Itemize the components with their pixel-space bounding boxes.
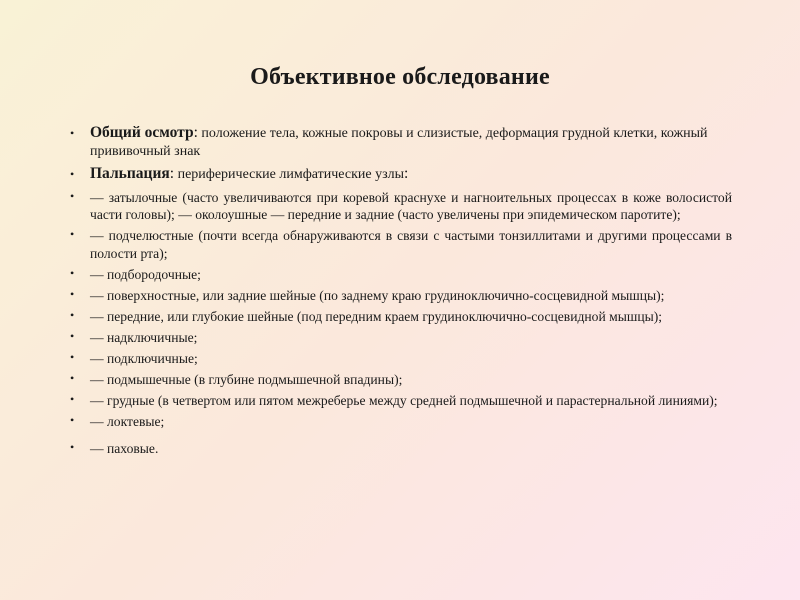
bullet-dot-icon: • [70, 286, 75, 301]
bullet-dot-icon: • [70, 371, 75, 386]
node-item-posterior-cervical [70, 287, 732, 305]
bullet-dot-icon: • [70, 439, 75, 454]
node-item-supraclavicular [70, 329, 732, 347]
node-item-text: — подбородочные; [90, 266, 201, 282]
palpation-text: периферические лимфатические узлы [174, 167, 404, 182]
bullet-palpation [70, 165, 732, 184]
node-item-text: — грудные (в четвертом или пятом межреберье между средней подмышечной и парастернальной линиями); [90, 393, 718, 409]
bullet-dot-icon: • [70, 413, 75, 428]
node-item-text: — подключичные; [90, 351, 198, 367]
general-exam-heading: Общий осмотр [90, 124, 194, 141]
node-item-text: — подмышечные (в глубине подмышечной впадины); [90, 372, 403, 388]
node-item-anterior-cervical [70, 308, 732, 326]
slide-title: Объективное обследование [250, 64, 550, 90]
bullet-dot-icon: • [70, 227, 75, 242]
node-item-inguinal [70, 440, 732, 458]
bullet-dot-icon: • [70, 265, 75, 280]
bullet-dot-icon: • [70, 307, 75, 322]
general-exam-text: положение тела, кожные покровы и слизистые, деформация грудной клетки, кожный прививочный знак [90, 126, 708, 159]
general-exam-colon: : [193, 124, 198, 141]
bullet-dot-icon: • [70, 167, 75, 181]
node-item-occipital [70, 189, 732, 224]
bullet-dot-icon: • [70, 188, 75, 203]
bullet-general-exam [70, 124, 732, 160]
node-item-text: — подчелюстные (почти всегда обнаруживаются в связи с частыми тонзиллитами и другими процессами в полости рта); [90, 228, 732, 261]
node-item-text: — локтевые; [90, 414, 165, 430]
node-item-text: — паховые. [90, 440, 159, 456]
node-item-thoracic [70, 392, 732, 410]
node-item-text: — передние, или глубокие шейные (под передним краем грудиноключично-сосцевидной мышцы); [90, 308, 663, 324]
node-item-chin [70, 266, 732, 284]
node-item-text: — надключичные; [90, 329, 198, 345]
bullet-dot-icon: • [70, 126, 75, 140]
palpation-end-colon: : [404, 165, 409, 182]
bullet-dot-icon: • [70, 350, 75, 365]
bullet-dot-icon: • [70, 328, 75, 343]
node-item-text: — затылочные (часто увеличиваются при коревой краснухе и нагноительных процессах в коже волосистой части головы); — околоушные — передние и задние (часто увеличены при эпидемическом паротите); [90, 189, 732, 222]
node-item-axillary [70, 371, 732, 389]
palpation-heading: Пальпация [90, 165, 170, 182]
bullet-dot-icon: • [70, 392, 75, 407]
node-item-subclavian [70, 350, 732, 368]
slide-content [70, 124, 732, 461]
node-item-text: — поверхностные, или задние шейные (по заднему краю грудиноключично-сосцевидной мышцы); [90, 287, 665, 303]
node-item-elbow [70, 413, 732, 431]
node-item-submandibular [70, 227, 732, 262]
palpation-colon: : [169, 165, 175, 182]
